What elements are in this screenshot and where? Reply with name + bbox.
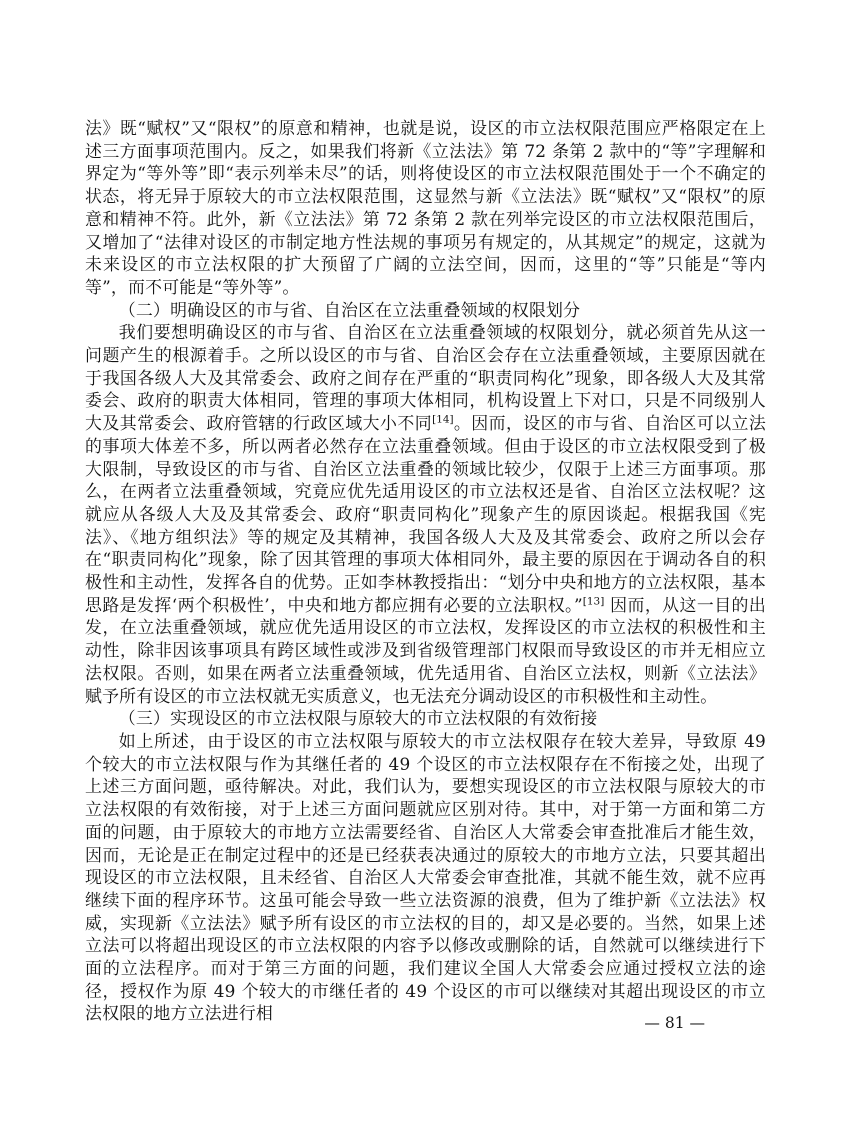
- footnote-ref: [13]: [582, 595, 605, 608]
- paragraph: 我们要想明确设区的市与省、自治区在立法重叠领域的权限划分，就必须首先从这一问题产生的根源着手。之所以设区的市与省、自治区会存在立法重叠领域，主要原因就在于我国各级人大及其常委会、政府之间存在严重的“职责同构化”现象，即各级人大及其常委会、政府的职责大体相同，管理的事项大体相同，机构设置上下对口，只是不同级别人大及其常委会、政府管辖的行政区域大小不同[14]。因而，设区的市与省、自治区可以立法的事项大体差不多，所以两者必然存在立法重叠领域。但由于设区的市立法权限受到了极大限制，导致设区的市与省、自治区立法重叠的领域比较少，仅限于上述三方面事项。那么，在两者立法重叠领域，究竟应优先适用设区的市立法权还是省、自治区立法权呢？这就应从各级人大及及其常委会、政府“职责同构化”现象产生的原因谈起。根据我国《宪法》、《地方组织法》等的规定及其精神，我国各级人大及及其常委会、政府之所以会存在“职责同构化”现象，除了因其管理的事项大体相同外，最主要的原因在于调动各自的积极性和主动性，发挥各自的优势。正如李林教授指出：“划分中央和地方的立法权限，基本思路是发挥‘两个积极性’，中央和地方都应拥有必要的立法职权。”[13] 因而，从这一目的出发，在立法重叠领域，就应优先适用设区的市立法权，发挥设区的市立法权的积极性和主动性，除非因该事项具有跨区域性或涉及到省级管理部门权限而导致设区的市并无相应立法权限。否则，如果在两者立法重叠领域，优先适用省、自治区立法权，则新《立法法》赋予所有设区的市立法权就无实质意义，也无法充分调动设区的市积极性和主动性。: [85, 322, 766, 706]
- section-heading: （三）实现设区的市立法权限与原较大的市立法权限的有效衔接: [118, 708, 598, 729]
- paragraph: 法》既“赋权”又“限权”的原意和精神，也就是说，设区的市立法权限范围应严格限定在上述三方面事项范围内。反之，如果我们将新《立法法》第 72 条第 2 款中的“等”字理解和界定为“等外等”即“表示列举未尽”的话，则将使设区的市立法权限范围处于一个不确定的状态，将无异于原较大的市立法权限范围，这显然与新《立法法》既“赋权”又“限权”的原意和精神不符。此外，新《立法法》第 72 条第 2 款在列举完设区的市立法权限范围后，又增加了“法律对设区的市制定地方性法规的事项另有规定的，从其规定”的规定，这就为未来设区的市立法权限的扩大预留了广阔的立法空间，因而，这里的“等”只能是“等内等”，而不可能是“等外等”。: [85, 118, 766, 297]
- article-body: [85, 117, 766, 1025]
- paragraph: 如上所述，由于设区的市立法权限与原较大的市立法权限存在较大差异，导致原 49 个较大的市立法权限与作为其继任者的 49 个设区的市立法权限存在不衔接之处，出现了上述三方面问题，亟待解决。对此，我们认为，要想实现设区的市立法权限与原较大的市立法权限的有效衔接，对于上述三方面问题就应区别对待。其中，对于第一方面和第二方面的问题，由于原较大的市地方立法需要经省、自治区人大常委会审查批准后才能生效，因而，无论是正在制定过程中的还是已经获表决通过的原较大的市地方立法，只要其超出现设区的市立法权限，且未经省、自治区人大常委会审查批准，其就不能生效，就不应再继续下面的程序环节。这虽可能会导致一些立法资源的浪费，但为了维护新《立法法》权威，实现新《立法法》赋予所有设区的市立法权的目的，却又是必要的。当然，如果上述立法可以将超出现设区的市立法权限的内容予以修改或删除的话，自然就可以继续进行下面的立法程序。而对于第三方面的问题，我们建议全国人大常委会应通过授权立法的途径，授权作为原 49 个较大的市继任者的 49 个设区的市可以继续对其超出现设区的市立法权限的地方立法进行相: [85, 730, 766, 1024]
- page-number: — 81 —: [644, 1014, 705, 1032]
- section-heading: （二）明确设区的市与省、自治区在立法重叠领域的权限划分: [118, 299, 581, 320]
- footnote-ref: [14]: [432, 413, 454, 426]
